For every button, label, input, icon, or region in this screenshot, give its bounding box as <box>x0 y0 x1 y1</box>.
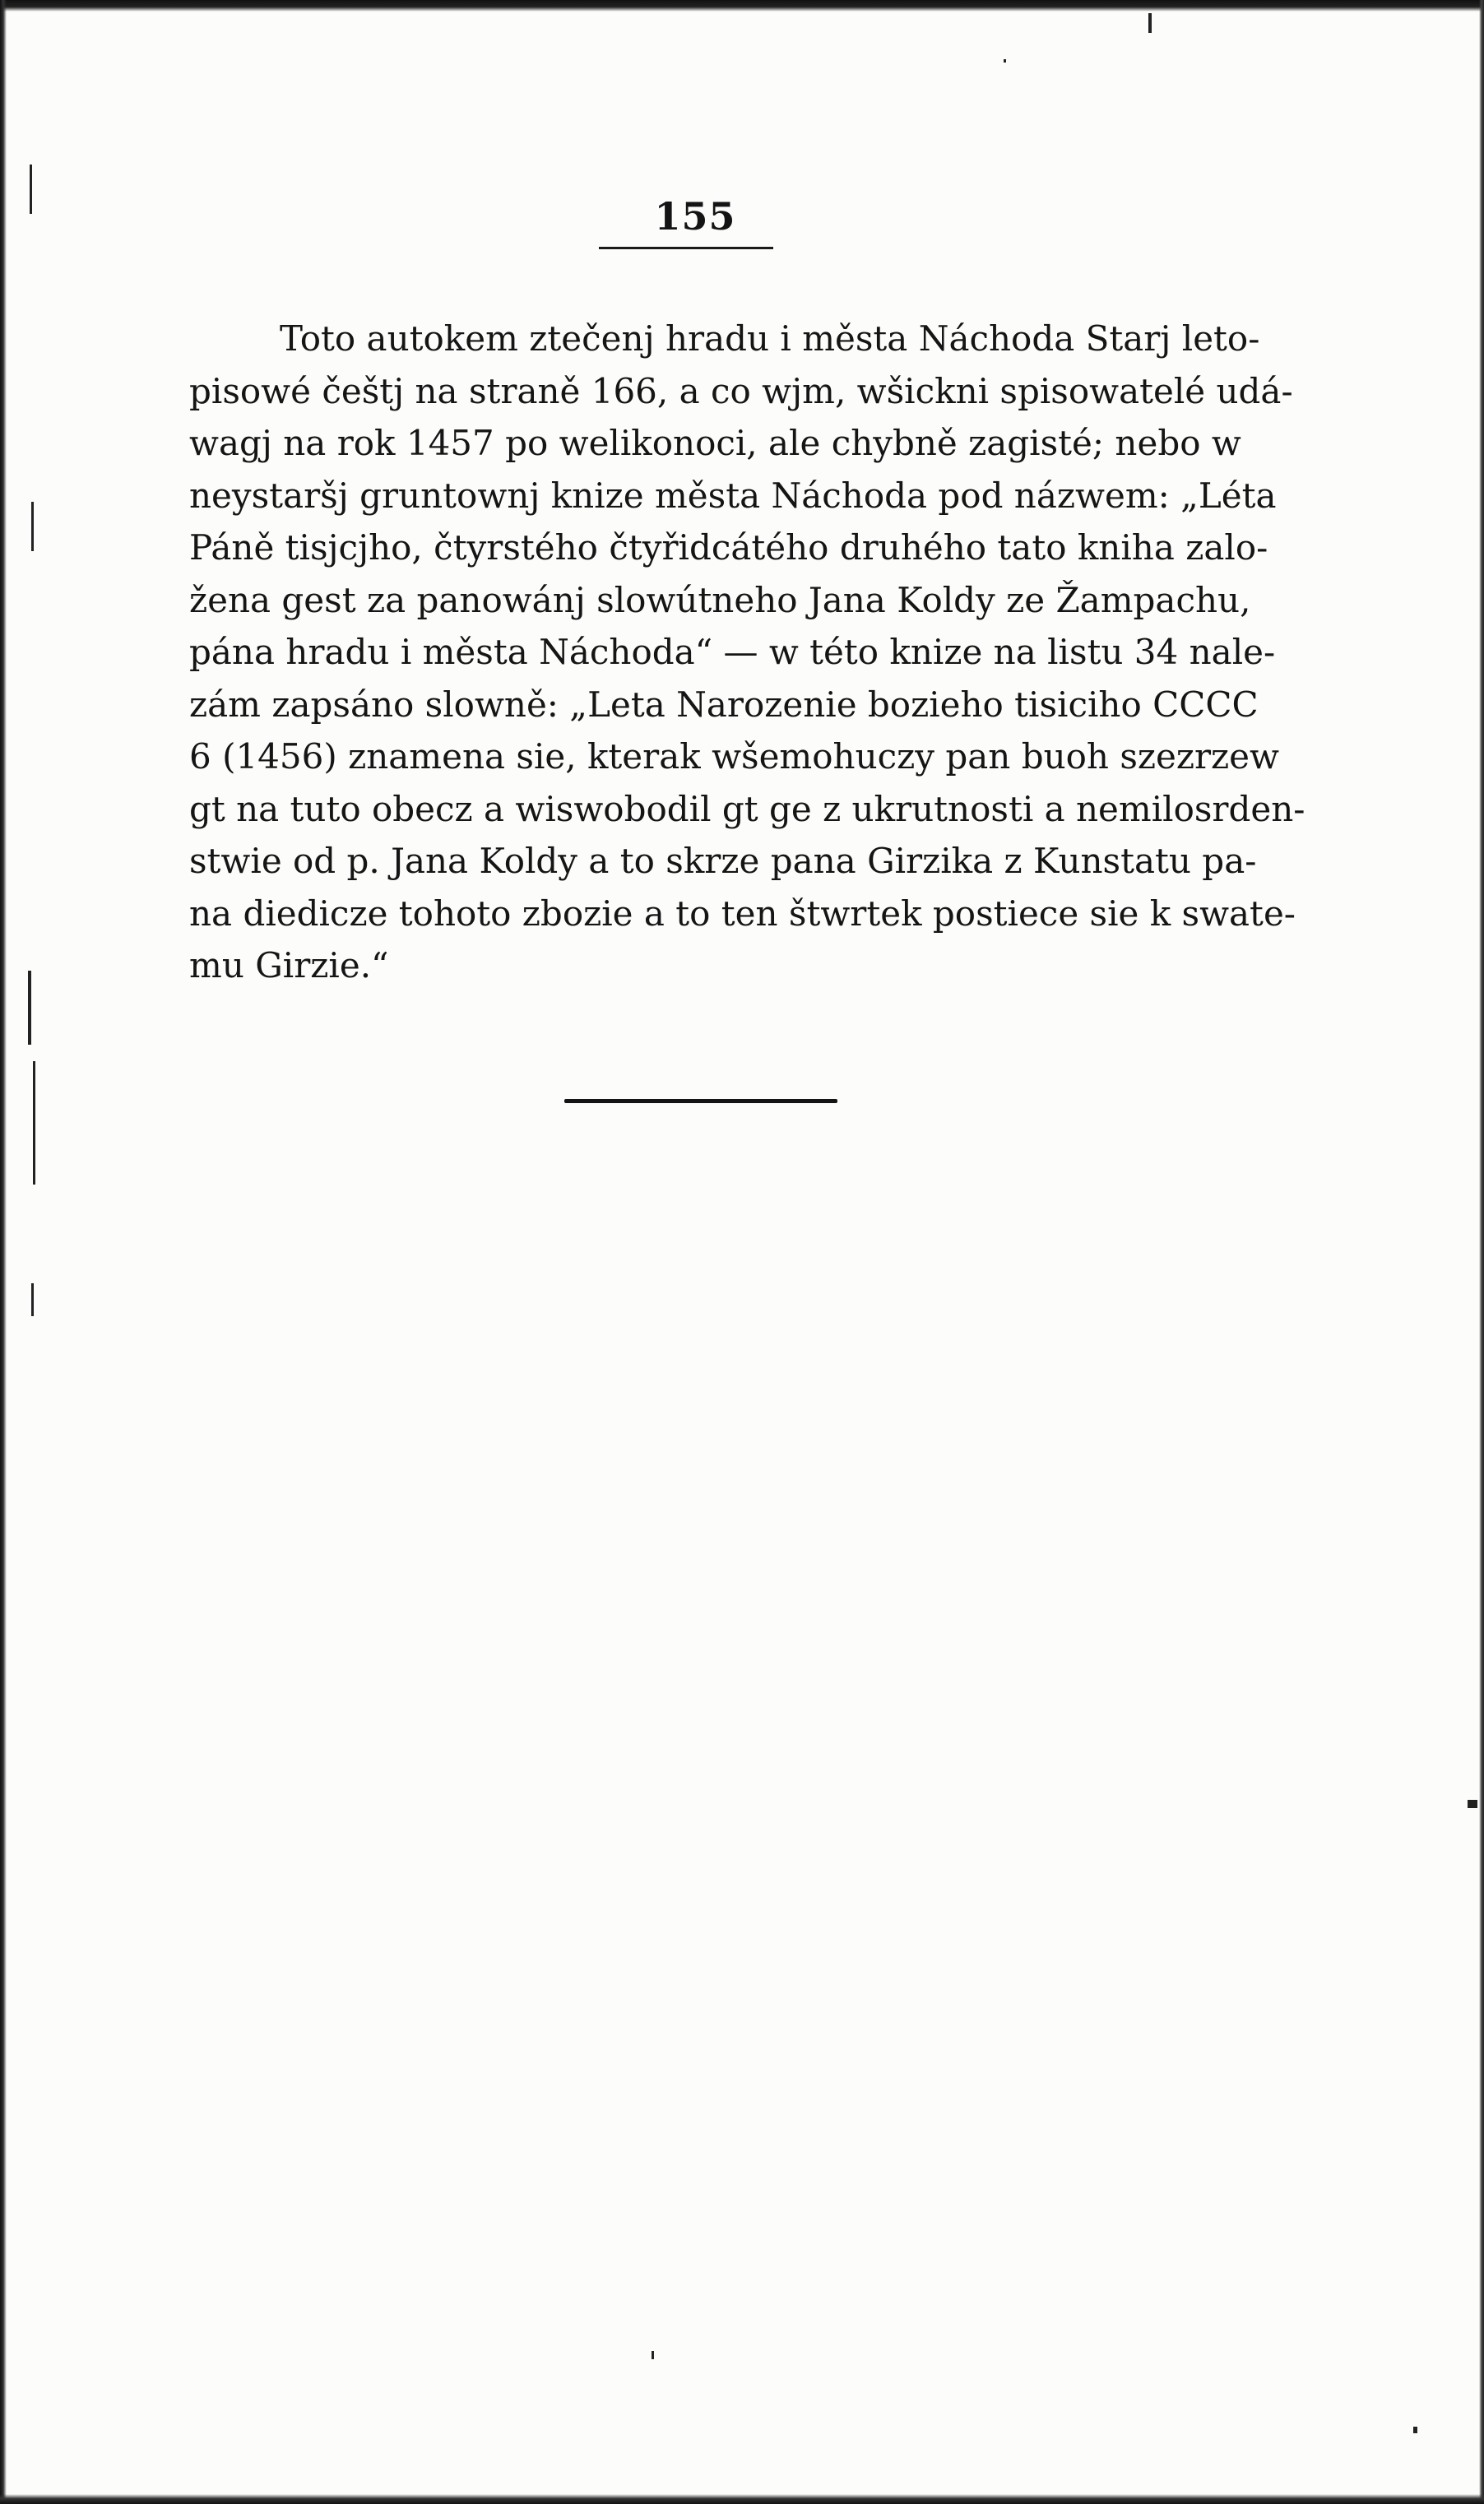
scan-speck <box>1413 2427 1417 2433</box>
paragraph-line: 6 (1456) znamena sie, kterak wšemohuczy pan buoh szezrzew <box>189 736 1279 777</box>
paragraph-line: wagj na rok 1457 po welikonoci, ale chybně zagisté; nebo w <box>189 423 1241 463</box>
paragraph-line: mu Girzie.“ <box>189 945 389 985</box>
paragraph <box>189 313 1305 992</box>
scan-edge-bottom <box>0 2494 1484 2504</box>
scan-edge-top <box>0 0 1484 12</box>
paragraph-line: Toto autokem ztečenj hradu i města Náchoda Starj leto- <box>280 318 1260 359</box>
page-number-rule <box>599 247 773 249</box>
scan-speck <box>28 971 31 1045</box>
scan-speck <box>31 1283 34 1316</box>
paragraph-line: Páně tisjcjho, čtyrstého čtyřidcátého druhého tato kniha zalo- <box>189 527 1268 568</box>
paragraph-line: na diedicze tohoto zbozie a to ten štwrtek postiece sie k swate- <box>189 893 1296 934</box>
section-end-rule <box>564 1099 837 1103</box>
paragraph-line: zám zapsáno slowně: „Leta Narozenie bozieho tisiciho CCCC <box>189 684 1259 725</box>
scan-speck <box>33 1061 35 1185</box>
paragraph-line: gt na tuto obecz a wiswobodil gt ge z ukrutnosti a nemilosrden- <box>189 788 1305 829</box>
paragraph-line: pisowé češtj na straně 166, a co wjm, wšickni spisowatelé udá- <box>189 370 1293 411</box>
scan-speck <box>1004 59 1006 63</box>
scan-edge-left <box>0 0 7 2504</box>
scan-speck <box>1148 13 1152 33</box>
paragraph-line: stwie od p. Jana Koldy a to skrze pana Girzika z Kunstatu pa- <box>189 841 1257 881</box>
scan-speck <box>30 165 32 214</box>
scan-speck <box>652 2351 654 2359</box>
scan-speck <box>31 502 34 551</box>
paragraph-line: pána hradu i města Náchoda“ — w této knize na listu 34 nale- <box>189 632 1276 672</box>
paragraph-line: neystaršj gruntownj knize města Náchoda pod názwem: „Léta <box>189 475 1277 516</box>
paragraph-line: žena gest za panowánj slowútneho Jana Koldy ze Žampachu, <box>189 579 1251 620</box>
scan-edge-right <box>1479 0 1484 2504</box>
page-number: 155 <box>654 194 736 239</box>
scan-speck <box>1468 1800 1477 1808</box>
